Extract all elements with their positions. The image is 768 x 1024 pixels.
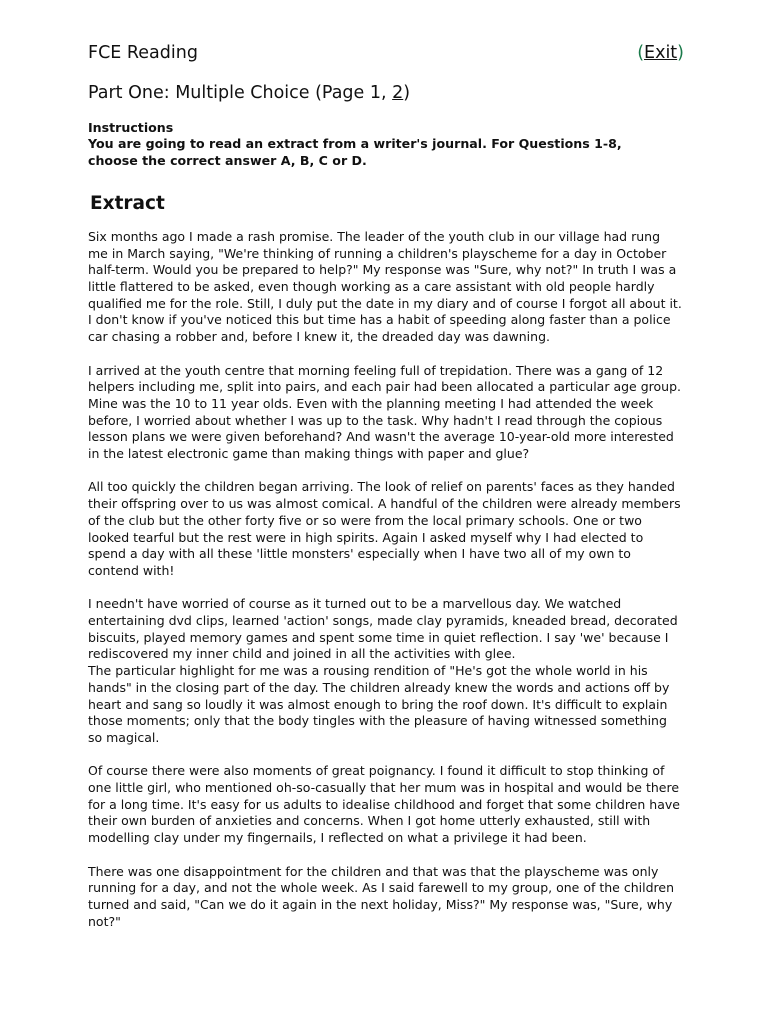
part-title	[88, 80, 684, 106]
extract-paragraph: I arrived at the youth centre that morning feeling full of trepidation. There was a gang of 12 helpers including me, split into pairs, and each pair had been allocated a particular age group. Mine was the 10 to 11 year olds. Even with the planning meeting I had attended the week before, I worried about whether I was up to the task. Why hadn't I read through the copious lesson plans we were given beforehand? And wasn't the average 10-year-old more interested in the latest electronic game than making things with paper and glue?	[88, 362, 681, 462]
exit-link[interactable]: Exit	[644, 43, 678, 63]
extract-paragraph: All too quickly the children began arriving. The look of relief on parents' faces as they handed their offspring over to us was almost comical. A handful of the children were already members of the club but the other forty five or so were from the local primary schools. One or two looked tearful but the rest were in high spirits. Again I asked myself why I had elected to spend a day with all these 'little monsters' especially when I have two all of my own to contend with!	[88, 479, 681, 578]
exit-control	[637, 40, 684, 66]
header	[88, 40, 684, 66]
instructions-text: You are going to read an extract from a writer's journal. For Questions 1-8, choose the correct answer A, B, C or D.	[88, 136, 622, 168]
part-title-prefix: Part One: Multiple Choice (Page 1,	[88, 83, 393, 103]
exit-open-paren: (	[637, 43, 645, 63]
extract-paragraph: Six months ago I made a rash promise. The leader of the youth club in our village had rung me in March saying, "We're thinking of running a children's playscheme for a day in October half-term. Would you be prepared to help?" My response was "Sure, why not?" In truth I was a little flattered to be asked, even though working as a care assistant with old people hardly qualified me for the role. Still, I duly put the date in my diary and of course I forgot all about it. I don't know if you've noticed this but time has a habit of speeding along faster than a police car chasing a robber and, before I knew it, the dreaded day was dawning.	[88, 228, 682, 345]
instructions	[88, 120, 658, 169]
extract-body	[88, 229, 682, 930]
page-2-link[interactable]: 2	[392, 83, 404, 103]
part-title-suffix: )	[403, 83, 411, 103]
extract-paragraph: The particular highlight for me was a rousing rendition of "He's got the whole world in his hands" in the closing part of the day. The children already knew the words and actions off by heart and sang so loudly it was almost enough to bring the roof down. It's difficult to explain those moments; only that the body tingles with the pleasure of having witnessed something so magical.	[88, 663, 670, 745]
extract-paragraph: Of course there were also moments of great poignancy. I found it difficult to stop thinking of one little girl, who mentioned oh-so-casually that her mum was in hospital and would be there for a long time. It's easy for us adults to idealise childhood and forget that some children have their own burden of anxieties and concerns. When I got home utterly exhausted, still with modelling clay under my fingernails, I reflected on what a privilege it had been.	[88, 763, 680, 846]
instructions-heading: Instructions	[88, 120, 174, 135]
extract-heading: Extract	[90, 192, 165, 214]
exit-close-paren: )	[677, 43, 684, 63]
extract-paragraph: I needn't have worried of course as it turned out to be a marvellous day. We watched entertaining dvd clips, learned 'action' songs, made clay pyramids, kneaded bread, decorated biscuits, played memory games and spent some time in quiet reflection. I say 'we' because I rediscovered my inner child and joined in all the activities with glee.	[88, 596, 678, 662]
app-title: FCE Reading	[88, 43, 198, 63]
extract-paragraph: There was one disappointment for the children and that was that the playscheme was only running for a day, and not the whole week. As I said farewell to my group, one of the children turned and said, "Can we do it again in the next holiday, Miss?" My response was, "Sure, why not?"	[88, 863, 674, 929]
reading-page	[88, 40, 684, 947]
